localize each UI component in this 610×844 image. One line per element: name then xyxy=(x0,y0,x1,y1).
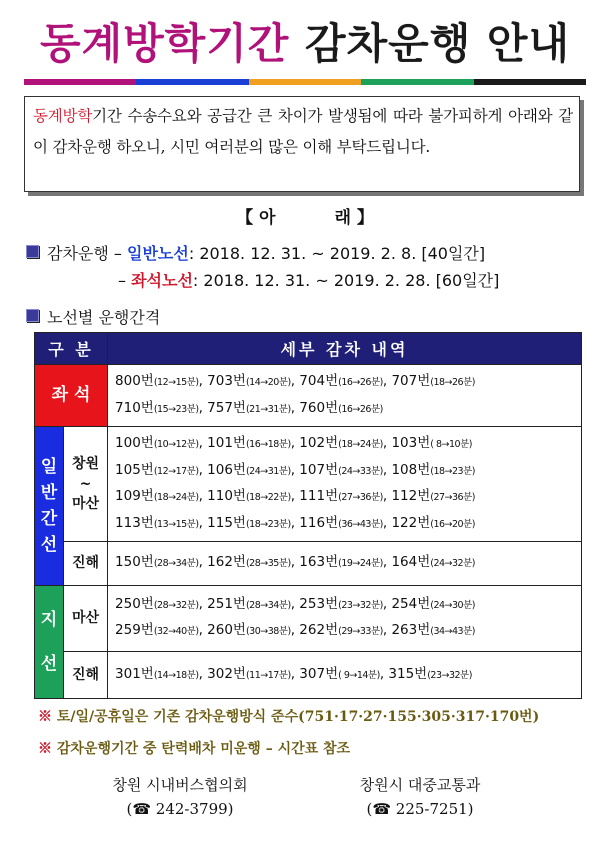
route-detail xyxy=(108,365,582,427)
route-number: 263번 xyxy=(391,622,431,638)
label-char: ~ xyxy=(79,476,92,492)
route-interval: (16→18분) xyxy=(245,439,291,450)
route-detail xyxy=(108,427,582,542)
label-char: 일 xyxy=(40,456,58,477)
route-line: 710번(15→23분), 757번(21→31분), 760번(16→26분) xyxy=(115,399,383,416)
route-interval: (36→43분) xyxy=(338,518,383,530)
route-item xyxy=(299,488,383,504)
route-interval: (15→23분) xyxy=(153,403,199,415)
route-number: 163번 xyxy=(299,554,339,570)
route-item xyxy=(388,666,472,682)
route-detail xyxy=(108,542,582,586)
route-item xyxy=(299,400,383,416)
route-interval: (18→26분) xyxy=(430,377,475,388)
route-number: 103번 xyxy=(391,435,431,451)
route-item xyxy=(115,666,199,682)
table-row-branch-jinhae xyxy=(35,651,582,699)
title-bar-segment xyxy=(136,79,248,85)
route-interval: (24→31분) xyxy=(245,465,291,477)
route-number: 105번 xyxy=(115,461,154,478)
route-line: 113번(13→15분), 115번(18→23분), 116번(36→43분), 122번(16→20분) xyxy=(115,514,475,531)
route-number: 112번 xyxy=(391,488,431,504)
route-item xyxy=(391,554,475,570)
route-number: 259번 xyxy=(115,622,154,638)
label-char: 반 xyxy=(40,482,58,503)
route-interval: (28→32분) xyxy=(153,599,199,611)
route-detail xyxy=(108,585,582,651)
label-char: 마산 xyxy=(71,496,100,512)
route-item xyxy=(207,596,291,612)
title-bar-segment xyxy=(361,79,473,85)
route-number: 106번 xyxy=(207,461,246,478)
route-number: 301번 xyxy=(115,665,154,682)
route-item xyxy=(115,462,199,478)
route-item xyxy=(299,554,383,570)
notice-box xyxy=(24,96,580,192)
category-seat: 좌 석 xyxy=(35,365,108,427)
contact-association xyxy=(80,773,280,821)
header-detail: 세부 감차 내역 xyxy=(108,333,582,365)
page-title xyxy=(0,16,610,72)
route-item xyxy=(391,373,475,389)
route-item xyxy=(115,400,199,416)
note-mark: ※ xyxy=(38,709,52,725)
route-item xyxy=(207,400,291,416)
route-number: 122번 xyxy=(391,514,431,531)
route-interval: (27→36분) xyxy=(338,492,383,503)
route-line: 109번(18→24분), 110번(18→22분), 111번(27→36분), 112번(27→36분) xyxy=(115,488,475,504)
route-interval: (14→18분) xyxy=(153,669,199,681)
square-bullet-icon xyxy=(26,309,39,322)
route-interval: (11→17분) xyxy=(245,669,291,681)
sub-masan: 마산 xyxy=(64,585,108,651)
general-route-period: : 2018. 12. 31. ~ 2019. 2. 8. [40일간] xyxy=(188,244,486,263)
title-bar-segment xyxy=(474,79,586,85)
route-number: 251번 xyxy=(207,595,246,612)
route-interval: (14→20분) xyxy=(245,377,291,388)
sub-jinhae: 진해 xyxy=(64,542,108,586)
route-interval: (24→32분) xyxy=(430,558,475,569)
title-bar-segment xyxy=(24,79,136,85)
route-line: 259번(32→40분), 260번(30→38분), 262번(29→33분), 263번(34→43분) xyxy=(115,622,475,638)
route-number: 757번 xyxy=(207,399,246,416)
route-number: 253번 xyxy=(299,595,339,612)
route-interval: (10→12분) xyxy=(153,439,199,450)
category-branch xyxy=(35,585,64,699)
route-item xyxy=(115,554,199,570)
route-interval: (27→36분) xyxy=(430,492,475,503)
title-highlight: 동계방학기간 xyxy=(39,19,290,68)
route-number: 109번 xyxy=(115,488,154,504)
route-line: 105번(12→17분), 106번(24→31분), 107번(24→33분), 108번(18→23분) xyxy=(115,461,475,478)
route-number: 115번 xyxy=(207,514,246,531)
route-number: 100번 xyxy=(115,435,154,451)
footnote-flex xyxy=(38,738,350,758)
route-interval: (13→15분) xyxy=(153,518,199,530)
route-number: 800번 xyxy=(115,373,154,389)
route-number: 760번 xyxy=(299,399,339,416)
route-number: 107번 xyxy=(299,461,339,478)
route-number: 710번 xyxy=(115,399,154,416)
route-item xyxy=(115,488,199,504)
label-char: 지 xyxy=(40,609,58,630)
contact-org: 창원시 대중교통과 xyxy=(359,776,481,794)
route-interval: (18→23분) xyxy=(430,465,475,477)
route-line: 100번(10→12분), 101번(16→18분), 102번(18→24분), 103번( 8→10분) xyxy=(115,435,472,451)
route-number: 162번 xyxy=(207,554,246,570)
route-item xyxy=(207,435,291,451)
category-general xyxy=(35,427,64,586)
route-number: 101번 xyxy=(207,435,246,451)
route-item xyxy=(207,373,291,389)
table-header-row xyxy=(35,333,582,365)
route-line: 150번(28→34분), 162번(28→35분), 163번(19→24분), 164번(24→32분) xyxy=(115,554,475,570)
table-row-seat xyxy=(35,365,582,427)
label-char: 간 xyxy=(40,508,58,529)
contact-transport-dept xyxy=(320,773,520,821)
route-number: 703번 xyxy=(207,373,246,389)
route-interval: (24→30분) xyxy=(430,599,475,611)
route-item xyxy=(207,666,291,682)
route-number: 307번 xyxy=(299,665,339,682)
route-number: 250번 xyxy=(115,595,154,612)
route-item xyxy=(115,515,199,531)
route-number: 108번 xyxy=(391,461,431,478)
seat-route-period: : 2018. 12. 31. ~ 2019. 2. 28. [60일간] xyxy=(192,271,500,290)
route-number: 704번 xyxy=(299,373,339,389)
route-item xyxy=(207,488,291,504)
route-interval: (29→33분) xyxy=(338,626,383,637)
route-number: 262번 xyxy=(299,622,339,638)
period-dash: – xyxy=(118,271,126,290)
route-interval: (21→31분) xyxy=(245,403,291,415)
route-interval: (18→23분) xyxy=(245,518,291,530)
header-category: 구 분 xyxy=(35,333,108,365)
sub-changwon-masan xyxy=(64,427,108,542)
schedule-table xyxy=(34,332,582,699)
note-mark: ※ xyxy=(38,741,52,757)
route-item xyxy=(299,435,383,451)
route-interval: (24→33분) xyxy=(338,465,383,477)
route-number: 111번 xyxy=(299,488,339,504)
route-number: 164번 xyxy=(391,554,431,570)
table-row-general-changwon xyxy=(35,427,582,542)
route-item xyxy=(207,515,291,531)
label-char: 선 xyxy=(40,534,58,555)
route-interval: (16→20분) xyxy=(430,518,475,530)
route-item xyxy=(115,622,199,638)
label-char: 선 xyxy=(40,653,58,674)
route-line: 800번(12→15분), 703번(14→20분), 704번(16→26분), 707번(18→26분) xyxy=(115,373,475,389)
route-item xyxy=(299,666,380,682)
section-label-below: 【 아 래 】 xyxy=(236,208,374,228)
route-item xyxy=(207,554,291,570)
route-item xyxy=(299,373,383,389)
route-interval: (12→17분) xyxy=(153,465,199,477)
title-bar-segment xyxy=(249,79,361,85)
sub-jinhae: 진해 xyxy=(64,651,108,699)
route-number: 260번 xyxy=(207,622,246,638)
route-interval: ( 9→14분) xyxy=(338,669,380,681)
route-item xyxy=(391,462,475,478)
route-interval: (34→43분) xyxy=(430,626,475,637)
route-number: 113번 xyxy=(115,514,154,531)
route-number: 315번 xyxy=(388,665,428,682)
seat-route-label: 좌석노선 xyxy=(131,271,193,290)
route-number: 116번 xyxy=(299,514,339,531)
route-item xyxy=(391,596,475,612)
notice-text: 기간 수송수요와 공급간 큰 차이가 발생됨에 따라 불가피하게 아래와 같이 감차운행 하오니, 시민 여러분의 많은 이해 부탁드립니다. xyxy=(33,107,573,156)
route-item xyxy=(299,596,383,612)
route-item xyxy=(299,622,383,638)
route-number: 302번 xyxy=(207,665,246,682)
route-item xyxy=(207,462,291,478)
route-interval: (12→15분) xyxy=(153,377,199,388)
route-interval: (28→35분) xyxy=(245,558,291,569)
table-row-general-jinhae xyxy=(35,542,582,586)
footnote-text: 토/일/공휴일은 기존 감차운행방식 준수(751·17·27·155·305·317·170번) xyxy=(52,709,540,725)
route-interval: (32→40분) xyxy=(153,626,199,637)
table-row-branch-masan xyxy=(35,585,582,651)
route-item xyxy=(115,596,199,612)
route-item xyxy=(391,435,472,451)
contact-phone: (☎ 242-3799) xyxy=(126,800,234,818)
route-item xyxy=(299,515,383,531)
route-interval: (28→34분) xyxy=(153,558,199,569)
route-line: 301번(14→18분), 302번(11→17분), 307번( 9→14분), 315번(23→32분) xyxy=(115,665,472,682)
route-detail xyxy=(108,651,582,699)
route-item xyxy=(115,373,199,389)
route-item xyxy=(115,435,199,451)
route-interval: (19→24분) xyxy=(338,558,383,569)
route-number: 254번 xyxy=(391,595,431,612)
contact-org: 창원 시내버스협의회 xyxy=(112,776,248,794)
period-label: 감차운행 – xyxy=(47,244,122,263)
route-interval: (23→32분) xyxy=(427,669,472,681)
period-seat-row xyxy=(118,268,499,291)
route-interval: (28→34분) xyxy=(245,599,291,611)
route-interval: (16→26분) xyxy=(338,403,383,415)
period-general-row xyxy=(26,241,485,264)
route-interval: (18→24분) xyxy=(338,439,383,450)
route-interval: (18→24분) xyxy=(153,492,199,503)
route-interval-heading xyxy=(26,305,160,328)
route-interval: ( 8→10분) xyxy=(430,439,472,450)
footnote-weekend xyxy=(38,706,539,726)
route-item xyxy=(299,462,383,478)
route-number: 707번 xyxy=(391,373,431,389)
footnote-text: 감차운행기간 중 탄력배차 미운행 – 시간표 참조 xyxy=(52,741,351,757)
route-heading-text: 노선별 운행간격 xyxy=(47,308,161,327)
contact-phone: (☎ 225-7251) xyxy=(366,800,474,818)
route-interval: (30→38분) xyxy=(245,626,291,637)
route-item xyxy=(391,488,475,504)
route-item xyxy=(207,622,291,638)
route-line: 250번(28→32분), 251번(28→34분), 253번(23→32분), 254번(24→30분) xyxy=(115,595,475,612)
route-number: 102번 xyxy=(299,435,339,451)
title-main: 감차운행 안내 xyxy=(305,19,571,68)
route-interval: (18→22분) xyxy=(245,492,291,503)
route-number: 150번 xyxy=(115,554,154,570)
general-route-label: 일반노선 xyxy=(127,244,189,263)
title-color-bar xyxy=(24,79,586,85)
label-char: 창원 xyxy=(71,456,100,472)
route-item xyxy=(391,515,475,531)
notice-highlight: 동계방학 xyxy=(33,107,93,125)
route-number: 110번 xyxy=(207,488,246,504)
square-bullet-icon xyxy=(26,245,39,258)
route-interval: (23→32분) xyxy=(338,599,383,611)
route-item xyxy=(391,622,475,638)
route-interval: (16→26분) xyxy=(338,377,383,388)
